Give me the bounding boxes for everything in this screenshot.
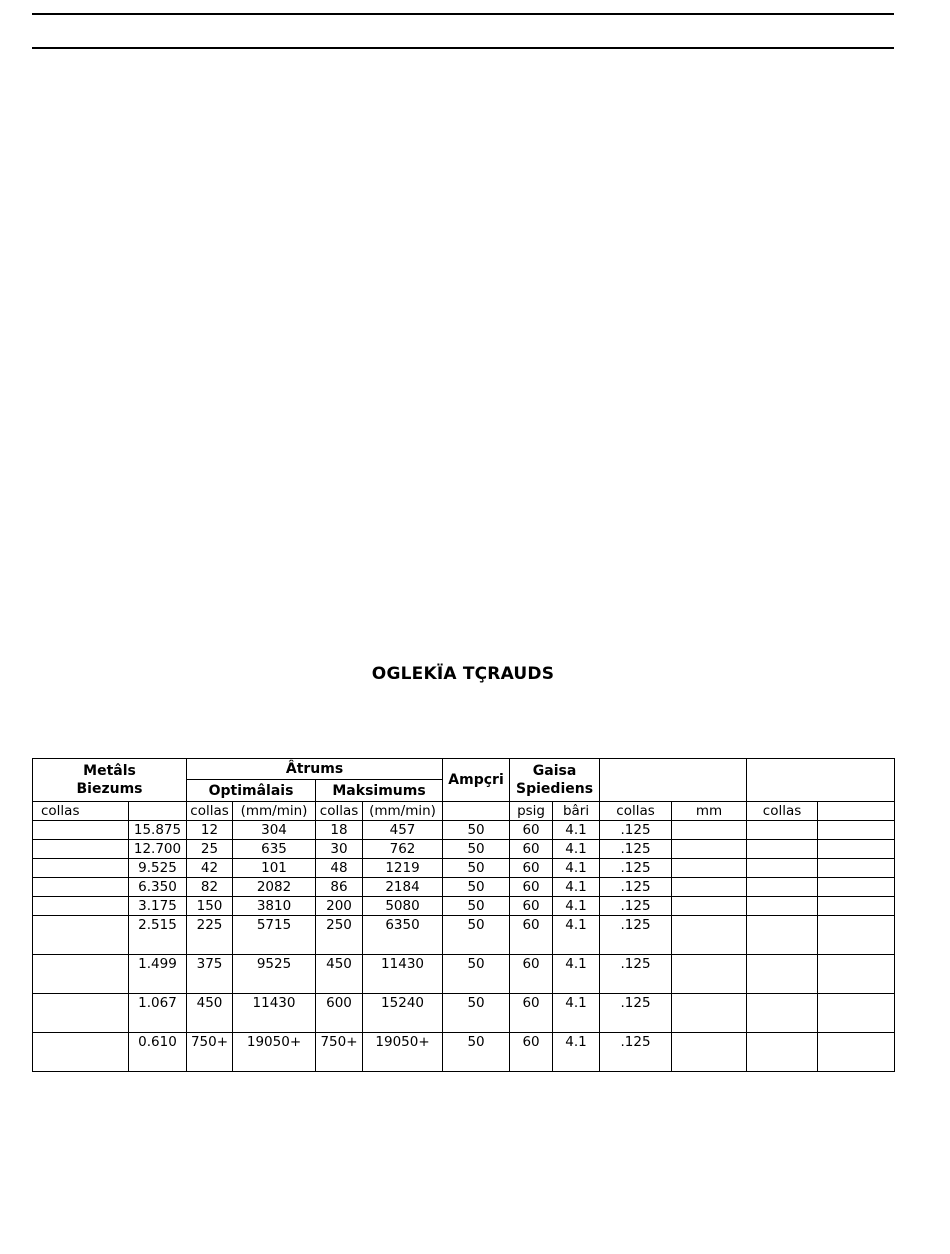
table-row (33, 859, 895, 878)
unit-opt-in: collas (187, 802, 233, 821)
cell-psig: 60 (510, 897, 553, 916)
cell-psig: 60 (510, 994, 553, 1033)
cell-psig: 60 (510, 859, 553, 878)
cell-in (33, 821, 129, 840)
cell-blank (672, 840, 747, 859)
unit-bar: bâri (553, 802, 600, 821)
cell-max-mm: 2184 (363, 878, 443, 897)
unit-max-in: collas (316, 802, 363, 821)
unit-col-mm: mm (672, 802, 747, 821)
cell-inch: .125 (600, 955, 672, 994)
cell-blank (747, 821, 818, 840)
cell-max-mm: 5080 (363, 897, 443, 916)
cell-blank (672, 994, 747, 1033)
cell-in (33, 897, 129, 916)
cell-blank (747, 994, 818, 1033)
cell-opt-mm: 101 (233, 859, 316, 878)
cell-amps: 50 (443, 897, 510, 916)
cell-bar: 4.1 (553, 955, 600, 994)
cell-psig: 60 (510, 955, 553, 994)
cell-opt-mm: 2082 (233, 878, 316, 897)
cell-blank (818, 897, 895, 916)
cell-blank (747, 1033, 818, 1072)
cell-in (33, 840, 129, 859)
cell-blank (818, 840, 895, 859)
cell-max-in: 200 (316, 897, 363, 916)
cell-amps: 50 (443, 878, 510, 897)
cell-blank (672, 897, 747, 916)
cell-opt-mm: 11430 (233, 994, 316, 1033)
cell-mm: 9.525 (129, 859, 187, 878)
cell-mm: 6.350 (129, 878, 187, 897)
cell-inch: .125 (600, 916, 672, 955)
cell-opt-in: 150 (187, 897, 233, 916)
cell-blank (818, 1033, 895, 1072)
cell-blank (747, 897, 818, 916)
cell-max-in: 450 (316, 955, 363, 994)
cutting-spec-table (32, 758, 895, 1072)
cell-mm: 0.610 (129, 1033, 187, 1072)
unit-col2-mm (818, 802, 895, 821)
cell-max-mm: 19050+ (363, 1033, 443, 1072)
air-pressure-header-line2: Spiediens (516, 781, 594, 797)
cell-opt-in: 12 (187, 821, 233, 840)
cell-blank (747, 859, 818, 878)
metal-thickness-header (33, 759, 187, 802)
cell-inch: .125 (600, 994, 672, 1033)
cell-max-mm: 15240 (363, 994, 443, 1033)
cell-inch: .125 (600, 859, 672, 878)
maximum-header: Maksimums (316, 780, 443, 802)
blank-header-2 (747, 759, 895, 802)
cell-blank (818, 955, 895, 994)
cell-max-in: 250 (316, 916, 363, 955)
header-rule (32, 47, 894, 49)
cell-blank (672, 878, 747, 897)
cell-psig: 60 (510, 916, 553, 955)
unit-max-mm: (mm/min) (363, 802, 443, 821)
cell-opt-in: 25 (187, 840, 233, 859)
metal-thickness-header-line1: Metâls (83, 763, 136, 779)
table-row (33, 955, 895, 994)
cell-opt-mm: 9525 (233, 955, 316, 994)
cell-mm: 1.067 (129, 994, 187, 1033)
cell-amps: 50 (443, 840, 510, 859)
cell-blank (672, 1033, 747, 1072)
cell-bar: 4.1 (553, 859, 600, 878)
cell-max-mm: 1219 (363, 859, 443, 878)
table-row (33, 897, 895, 916)
table-row (33, 994, 895, 1033)
cell-amps: 50 (443, 994, 510, 1033)
cell-bar: 4.1 (553, 821, 600, 840)
table-row (33, 878, 895, 897)
table-row (33, 916, 895, 955)
cell-bar: 4.1 (553, 1033, 600, 1072)
air-pressure-header-line1: Gaisa (532, 763, 577, 779)
cell-blank (672, 859, 747, 878)
cell-opt-in: 450 (187, 994, 233, 1033)
cell-psig: 60 (510, 840, 553, 859)
cell-opt-mm: 635 (233, 840, 316, 859)
cell-max-in: 30 (316, 840, 363, 859)
cell-bar: 4.1 (553, 878, 600, 897)
cell-in (33, 859, 129, 878)
cell-bar: 4.1 (553, 840, 600, 859)
cell-opt-in: 375 (187, 955, 233, 994)
cell-blank (672, 821, 747, 840)
cell-amps: 50 (443, 859, 510, 878)
air-pressure-header (510, 759, 600, 802)
cell-amps: 50 (443, 916, 510, 955)
cell-in (33, 916, 129, 955)
table-row (33, 840, 895, 859)
cell-blank (747, 916, 818, 955)
cell-bar: 4.1 (553, 916, 600, 955)
cell-max-in: 18 (316, 821, 363, 840)
cell-opt-in: 82 (187, 878, 233, 897)
cell-max-mm: 11430 (363, 955, 443, 994)
table-row (33, 821, 895, 840)
cell-blank (672, 955, 747, 994)
cell-blank (672, 916, 747, 955)
cell-blank (818, 859, 895, 878)
cell-blank (818, 916, 895, 955)
unit-metal-in: collas (33, 802, 129, 821)
cell-blank (818, 878, 895, 897)
cell-opt-mm: 304 (233, 821, 316, 840)
unit-col2-in: collas (747, 802, 818, 821)
cell-psig: 60 (510, 1033, 553, 1072)
cell-in (33, 878, 129, 897)
cell-max-mm: 762 (363, 840, 443, 859)
cell-opt-mm: 3810 (233, 897, 316, 916)
cell-inch: .125 (600, 1033, 672, 1072)
cell-psig: 60 (510, 878, 553, 897)
cell-blank (747, 878, 818, 897)
cell-opt-mm: 5715 (233, 916, 316, 955)
cell-blank (818, 821, 895, 840)
cell-inch: .125 (600, 840, 672, 859)
cell-opt-in: 750+ (187, 1033, 233, 1072)
table-row (33, 1033, 895, 1072)
cell-mm: 2.515 (129, 916, 187, 955)
section-title: OGLEKÏA TÇRAUDS (371, 664, 555, 684)
cell-inch: .125 (600, 878, 672, 897)
cell-blank (818, 994, 895, 1033)
cell-max-mm: 6350 (363, 916, 443, 955)
cell-blank (747, 840, 818, 859)
unit-opt-mm: (mm/min) (233, 802, 316, 821)
cell-amps: 50 (443, 821, 510, 840)
cell-max-in: 750+ (316, 1033, 363, 1072)
cell-max-in: 600 (316, 994, 363, 1033)
cell-max-in: 48 (316, 859, 363, 878)
cell-in (33, 1033, 129, 1072)
cell-amps: 50 (443, 955, 510, 994)
cell-opt-in: 42 (187, 859, 233, 878)
top-rule (32, 13, 894, 15)
unit-metal-mm (129, 802, 187, 821)
amps-header: Ampçri (443, 759, 510, 802)
blank-header-1 (600, 759, 747, 802)
cell-bar: 4.1 (553, 897, 600, 916)
cell-inch: .125 (600, 897, 672, 916)
cell-max-mm: 457 (363, 821, 443, 840)
cell-psig: 60 (510, 821, 553, 840)
cell-in (33, 955, 129, 994)
units-row (33, 802, 895, 821)
unit-col-in: collas (600, 802, 672, 821)
cell-opt-mm: 19050+ (233, 1033, 316, 1072)
cell-opt-in: 225 (187, 916, 233, 955)
cell-mm: 15.875 (129, 821, 187, 840)
unit-amps (443, 802, 510, 821)
optimal-header: Optimâlais (187, 780, 316, 802)
cell-mm: 12.700 (129, 840, 187, 859)
cell-in (33, 994, 129, 1033)
unit-psig: psig (510, 802, 553, 821)
cell-mm: 1.499 (129, 955, 187, 994)
cell-mm: 3.175 (129, 897, 187, 916)
cell-amps: 50 (443, 1033, 510, 1072)
cell-blank (747, 955, 818, 994)
speed-header: Âtrums (187, 759, 443, 780)
cell-max-in: 86 (316, 878, 363, 897)
cell-bar: 4.1 (553, 994, 600, 1033)
cell-inch: .125 (600, 821, 672, 840)
metal-thickness-header-line2: Biezums (76, 781, 143, 797)
